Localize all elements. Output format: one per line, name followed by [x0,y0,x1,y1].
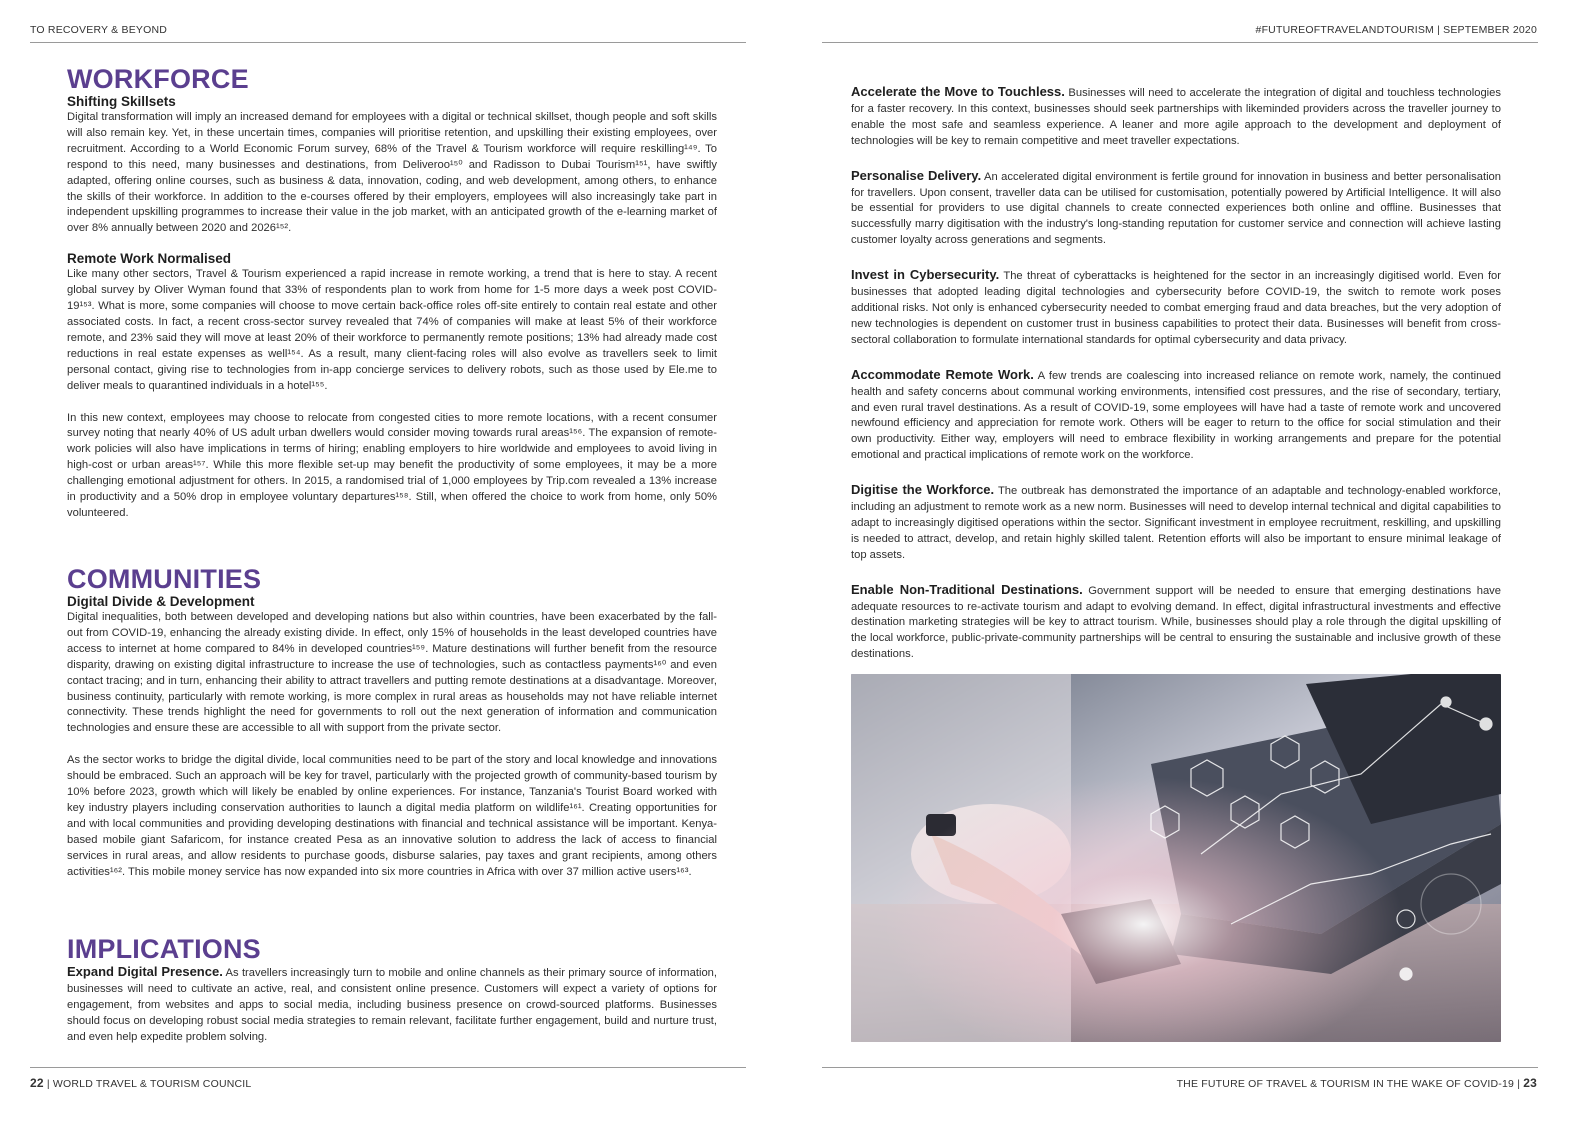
implication-item: Digitise the Workforce. The outbreak has demonstrated the importance of an adaptable and technology-enabled workforce, including an adjustment to remote work as a new norm. Businesses will need to develop internal technical and digital capabilities to adapt to increasingly digitised operations within the sector. Significant investment in employee recruitment, reskilling, and upskilling is needed to attract, develop, and retain highly skilled talent. Retention efforts will also be important to ensure minimal leakage of top assets. [851,482,1501,561]
header-rule-right [822,42,1538,43]
paragraph: Digital transformation will imply an increased demand for employees with a digital or technical skillset, though people and soft skills will also remain key. Yet, in these uncertain times, companies will prioritise retention, and upskilling their existing employees, over recruitment. According to a World Economic Forum survey, 68% of the Travel & Tourism workforce will require reskilling¹⁴⁹. To respond to this need, many businesses and destinations, from Deliveroo¹⁵⁰ and Radisson to Dubai Tourism¹⁵¹, have swiftly adapted, offering online courses, such as business & data, innovation, coding, and web development, among others, to enhance the skills of their workforce. In addition to the e-courses offered by their employers, employees will also increasingly take part in independent upskilling programmes to increase their value in the job market, with an anticipated growth of the e-learning market of over 8% annually between 2020 and 2026¹⁵². [67,111,717,235]
communities-section [67,564,717,881]
laptop-phone-photo [851,674,1501,1042]
section-title-workforce: WORKFORCE [67,64,249,94]
footer-rule-right [822,1067,1538,1068]
implication-item: Accommodate Remote Work. A few trends are coalescing into increased reliance on remote work, namely, the continued health and safety concerns about communal working environments, intensified cost pressures, and the rise of secondary, tertiary, and even rural travel destinations. As a result of COVID-19, some employees will have had a taste of remote work and uncovered newfound efficiency and appreciation for remote work. Others will be eager to return to the office for social stimulation and their own productivity. Either way, employers will need to embrace flexibility in working arrangements and prepare for the potential emotional and practical implications of remote work on the workforce. [851,366,1501,462]
footer-publisher: WORLD TRAVEL & TOURISM COUNCIL [52,1078,252,1090]
subheading-shifting-skillsets: Shifting Skillsets [67,94,176,109]
lead-expand-digital-presence: Expand Digital Presence. [67,964,223,979]
workforce-section [67,64,717,522]
implication-item: Accelerate the Move to Touchless. Businesses will need to accelerate the integration of digital and touchless technologies for a faster recovery. In this context, businesses should seek partnerships with likeminded providers across the traveller journey to enable the most safe and seamless experience. A leaner and more agile approach to the development and deployment of technologies will be key to remain competitive and meet traveller expectations. [851,84,1501,147]
section-title-communities: COMMUNITIES [67,564,262,594]
header-rule-left [30,42,746,43]
paragraph: In this new context, employees may choose to relocate from congested cities to more remote locations, with a recent consumer survey noting that nearly 40% of US adult urban dwellers would consider moving towards rural areas¹⁵⁶. The expansion of remote-work policies will also have implications in terms of hiring; enabling employers to hire worldwide and employees to avoid living in high-cost or urban areas¹⁵⁷. While this more flexible set-up may benefit the productivity of some employees, it may be a more challenging emotional adjustment for others. In 2015, a randomised trial of 1,000 employees by Trip.com revealed a 13% increase in productivity and a 50% drop in employee voluntary departures¹⁵⁸. Still, when offered the choice to work from home, only 50% volunteered. [67,411,717,519]
implication-item: Invest in Cybersecurity. The threat of cyberattacks is heightened for the sector in an increasingly digitised world. Even for businesses that adopted leading digital technologies and cybersecurity before COVID-19, the switch to remote work poses additional risks. Not only is enhanced cybersecurity needed to combat emerging fraud and data breaches, but the very adoption of new technologies is dependent on customer trust in business capabilities to protect their data. Businesses will benefit from cross-sectoral collaboration to formulate international standards for optimal cybersecurity and data privacy. [851,267,1501,346]
footer-left: 22 | WORLD TRAVEL & TOURISM COUNCIL [30,1076,252,1090]
page-number: 23 [1523,1076,1537,1090]
paragraph: As the sector works to bridge the digital divide, local communities need to be part of the story and local knowledge and innovations should be embraced. Such an approach will be key for travel, particularly with the projected growth of community-based tourism by 10% before 2023, growth which will likely be enabled by online experiences. For instance, Tanzania's Tourist Board worked with key industry players including conservation authorities to launch a digital media platform on wildlife¹⁶¹. Creating opportunities for and with local communities and providing developing destinations with financial and technical assistance will be important. Kenya-based mobile giant Safaricom, for instance created Pesa as an innovative solution to address the lack of access to financial services in rural areas, and allow residents to purchase goods, disburse salaries, pay taxes and grant recipients, among others activities¹⁶². This mobile money service has now expanded into six more countries in Africa with over 37 million active users¹⁶³. [67,754,717,878]
implications-section [67,934,717,1046]
footer-rule-left [30,1067,746,1068]
subheading-remote-work: Remote Work Normalised [67,251,232,267]
paragraph: Like many other sectors, Travel & Tourism experienced a rapid increase in remote working, a trend that is here to stay. A recent global survey by Oliver Wyman found that 33% of respondents plan to work from home for 1-5 more days a week post COVID-19¹⁵³. What is more, some companies will choose to move certain back-office roles off-site entirely to contain real estate and other associated costs. In fact, a recent cross-sector survey revealed that 74% of companies will make at least 5% of their workforce remote, and 23% said they will move at least 20% of their workforce to permanently remote positions; 13% had already made cost reductions in real estate expenses as well¹⁵⁴. As a result, many client-facing roles will also evolve as travellers seek to limit personal contact, giving rise to technologies from in-app concierge services to delivery robots, such as those used by Ele.me to deliver meals to quarantined individuals in a hotel¹⁵⁵. [67,268,717,392]
footer-right: THE FUTURE OF TRAVEL & TOURISM IN THE WAKE OF COVID-19 | 23 [1176,1076,1537,1090]
page-number: 22 [30,1076,44,1090]
implications-continued [851,84,1501,663]
footer-report-title: THE FUTURE OF TRAVEL & TOURISM IN THE WAKE OF COVID-19 [1176,1078,1515,1090]
running-head-right: #FUTUREOFTRAVELANDTOURISM | SEPTEMBER 2020 [1255,24,1537,36]
paragraph: Expand Digital Presence. As travellers increasingly turn to mobile and online channels as their primary source of information, businesses will need to cultivate an active, real, and consistent online presence. Customers will expect a variety of options for engagement, from websites and apps to social media, including business presence on crowd-sourced platforms. Businesses should focus on developing robust social media strategies to remain relevant, facilitate further engagement, build and nurture trust, and even help expedite problem solving. [67,964,717,1043]
right-page [800,0,1587,1122]
implication-item: Personalise Delivery. An accelerated digital environment is fertile ground for innovation in business and better personalisation for travellers. Upon consent, traveller data can be utilised for customisation, potentially powered by Artificial Intelligence. It will also be essential for providers to use digital channels to create connected experiences both online and offline. Businesses that successfully marry digitisation with the industry's long-standing reputation for customer service and connection will achieve lasting customer loyalty across generations and segments. [851,167,1501,247]
section-title-implications: IMPLICATIONS [67,934,261,964]
subheading-digital-divide: Digital Divide & Development [67,594,255,609]
paragraph: Digital inequalities, both between developed and developing nations but also within countries, have been exacerbated by the fall-out from COVID-19, enhancing the already existing divide. In effect, only 15% of households in the least developed countries have access to internet at home compared to 84% in developed countries¹⁵⁹. Mature destinations will further benefit from the resource disparity, drawing on existing digital infrastructure to increase the use of technologies, such as contactless payments¹⁶⁰ and even contact tracing; and in turn, enhancing their ability to attract travellers and putting remote destinations at a disadvantage. Moreover, business continuity, particularly with remote working, is more complex in rural areas as households may not have reliable internet connectivity. These trends highlight the need for governments to roll out the next generation of information and communication technologies and ensure these are accessible to all with support from the private sector. [67,611,717,735]
left-page [0,0,780,1122]
running-head-left: TO RECOVERY & BEYOND [30,24,168,36]
implication-item: Enable Non-Traditional Destinations. Government support will be needed to ensure that emerging destinations have adequate resources to re-activate tourism and adapt to evolving demand. In effect, digital infrastructural investments and effective destination marketing strategies will be key to attract tourism. While, businesses should play a role through the digital upskilling of the local workforce, public-private-community partnerships will be central to ensuring the sustainable and inclusive growth of these destinations. [851,581,1501,661]
